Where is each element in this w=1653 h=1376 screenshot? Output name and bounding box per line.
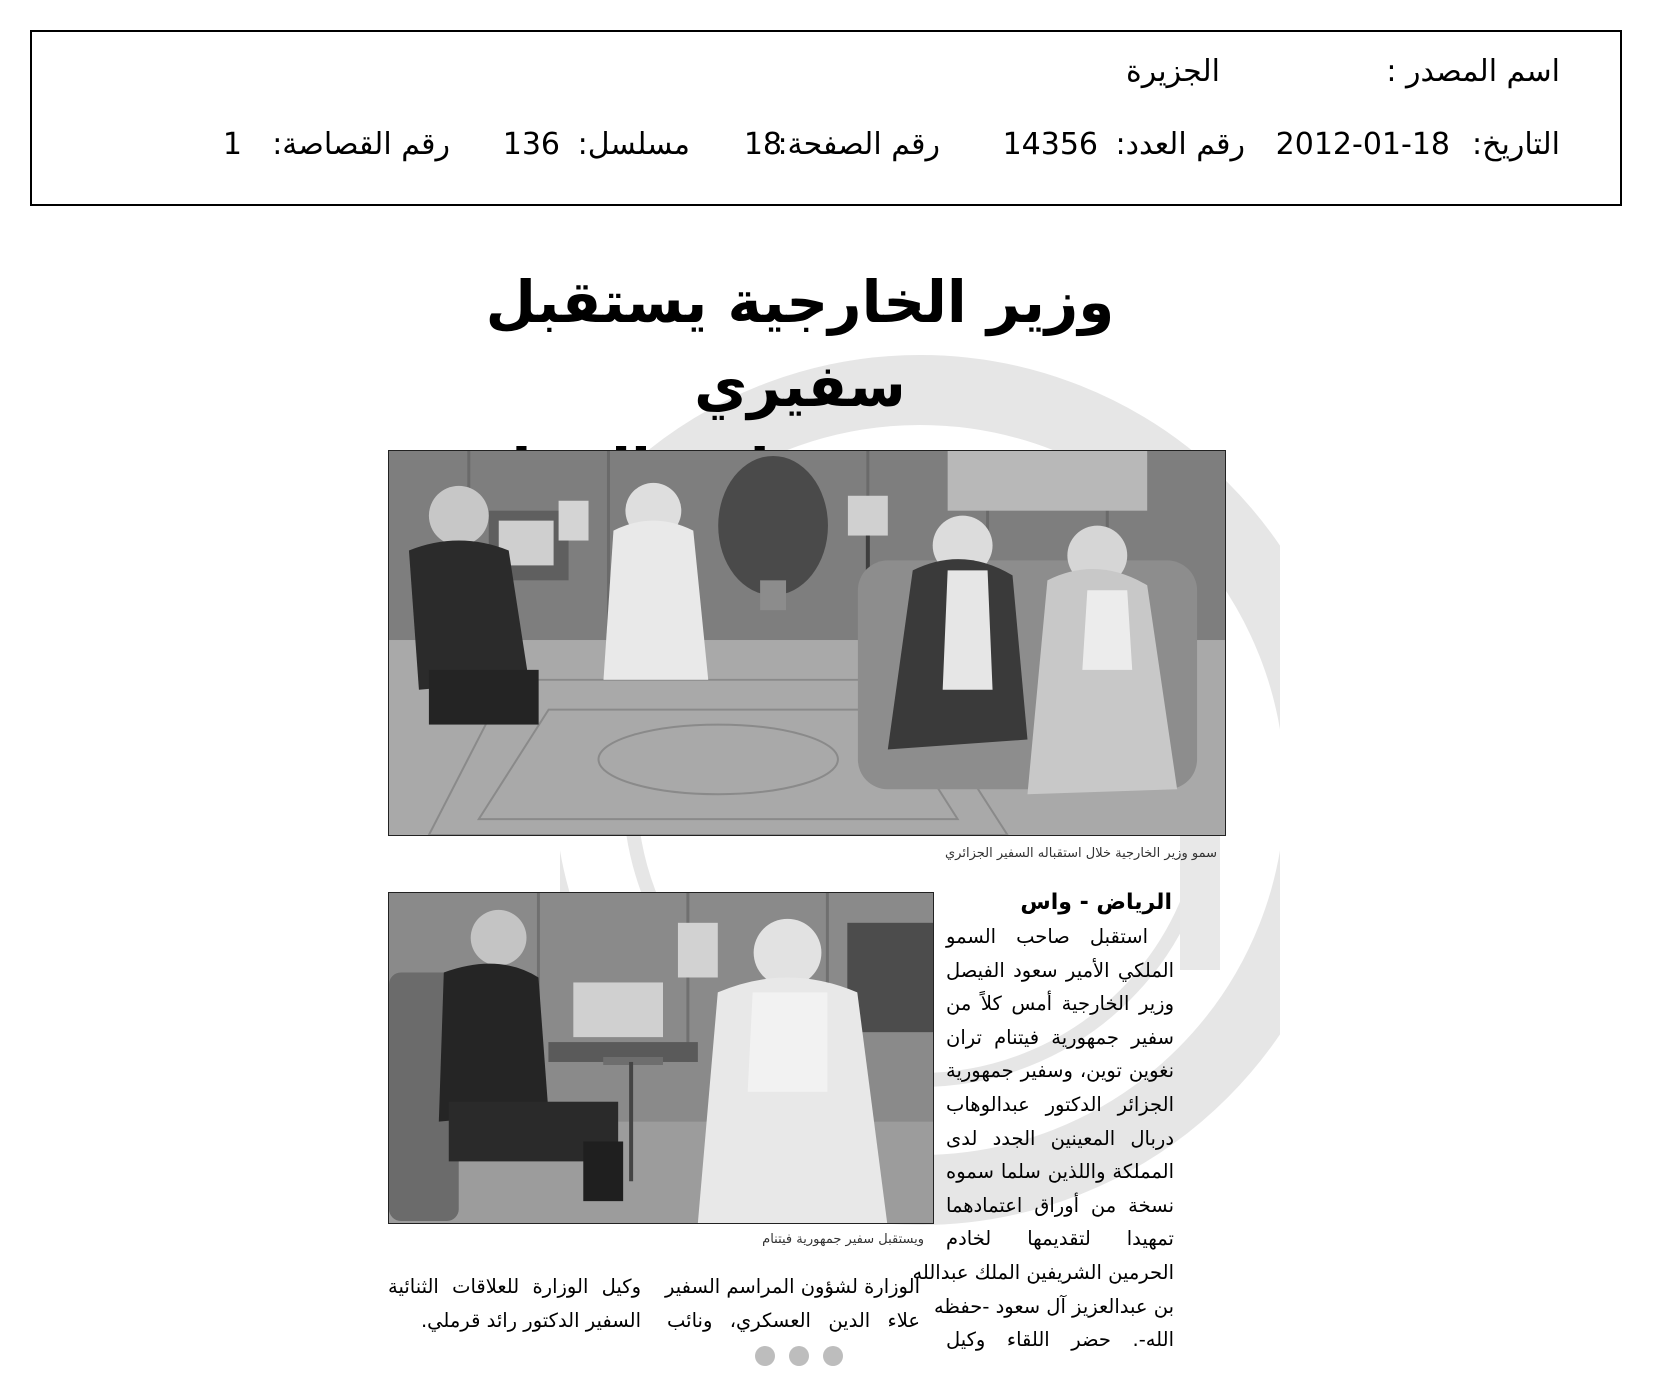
body-line: وزير الخارجية أمس كلاً من xyxy=(946,992,1174,1016)
body-line: المملكة واللذين سلما سموه xyxy=(946,1160,1174,1184)
source-info-box xyxy=(30,30,1622,206)
dot xyxy=(789,1346,809,1366)
article-column-2 xyxy=(664,1270,920,1337)
source-label: اسم المصدر : xyxy=(1386,54,1560,89)
date-value: 2012-01-18 xyxy=(1275,127,1450,162)
body-line: الوزارة لشؤون المراسم السفير xyxy=(664,1275,920,1298)
body-line: الملكي الأمير سعود الفيصل xyxy=(946,958,1174,982)
body-line: بن عبدالعزيز آل سعود -حفظه xyxy=(933,1294,1174,1318)
body-line: نغوين توين، وسفير جمهورية xyxy=(946,1059,1174,1083)
continuation-dots xyxy=(755,1346,857,1370)
photo2-caption: ويستقبل سفير جمهورية فيتنام xyxy=(762,1232,924,1247)
clip-value: 1 xyxy=(222,127,242,162)
date-label: التاريخ: xyxy=(1472,127,1560,162)
photo-minister-algerian-ambassador xyxy=(388,450,1226,836)
dot xyxy=(755,1346,775,1366)
body-line: وكيل الوزارة للعلاقات الثنائية xyxy=(388,1275,641,1298)
article-column-3 xyxy=(388,1270,641,1337)
issue-label: رقم العدد: xyxy=(1115,127,1245,162)
serial-label: مسلسل: xyxy=(577,127,690,162)
body-line: علاء الدين العسكري، ونائب xyxy=(667,1308,920,1332)
page-label: رقم الصفحة: xyxy=(777,127,940,162)
body-line: الجزائر الدكتور عبدالوهاب xyxy=(946,1092,1174,1116)
clip-label: رقم القصاصة: xyxy=(272,127,450,162)
headline-line-1: وزير الخارجية يستقبل سفيري xyxy=(485,268,1115,420)
article-dateline: الرياض - واس xyxy=(1020,890,1172,915)
body-line: دربال المعينين الجدد لدى xyxy=(946,1126,1174,1150)
serial-value: 136 xyxy=(502,127,560,162)
article-column-1 xyxy=(912,920,1174,1357)
body-line: السفير الدكتور رائد قرملي. xyxy=(420,1308,641,1332)
source-value: الجزيرة xyxy=(1125,54,1220,89)
page-value: 18 xyxy=(743,127,782,162)
body-line: استقبل صاحب السمو xyxy=(946,925,1148,948)
body-line: الحرمين الشريفين الملك عبدالله xyxy=(912,1260,1174,1284)
body-line: تمهيدا لتقديمها لخادم xyxy=(946,1227,1174,1251)
body-line: سفير جمهورية فيتنام تران xyxy=(946,1025,1174,1049)
issue-value: 14356 xyxy=(1002,127,1098,162)
photo-minister-vietnam-ambassador xyxy=(388,892,934,1224)
body-line: الله-. حضر اللقاء وكيل xyxy=(946,1328,1174,1352)
photo1-caption: سمو وزير الخارجية خلال استقباله السفير الجزائري xyxy=(944,846,1217,861)
dot xyxy=(823,1346,843,1366)
body-line: نسخة من أوراق اعتمادهما xyxy=(946,1193,1174,1217)
